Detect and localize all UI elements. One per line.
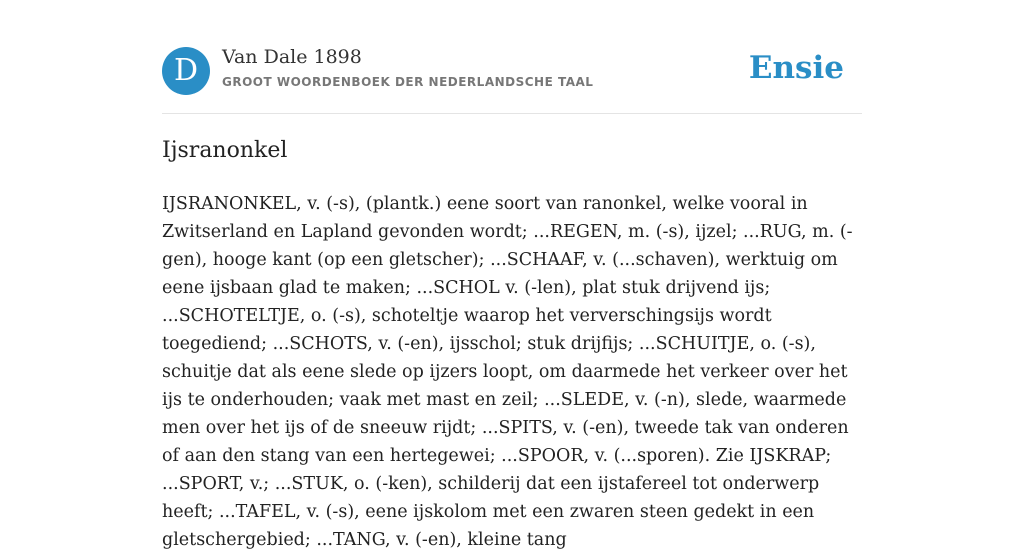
source-title[interactable]: Van Dale 1898 <box>222 46 362 68</box>
entry-body: IJSRANONKEL, v. (-s), (plantk.) eene soort van ranonkel, welke vooral in Zwitserland en Lapland gevonden wordt; ...REGEN, m. (-s), ijzel; ...RUG, m. (-gen), hooge kant (op een gletscher); ...SCHAAF, v. (...schaven), werktuig om eene ijsbaan glad te maken; ...SCHOL v. (-len), plat stuk drijvend ijs; ...SCHOTELTJE, o. (-s), schoteltje waarop het ververschingsijs wordt toegediend; ...SCHOTS, v. (-en), ijsschol; stuk drijfijs; ...SCHUITJE, o. (-s), schuitje dat als eene slede op ijzers loopt, om daarmede het verkeer over het ijs te onderhouden; vaak met mast en zeil; ...SLEDE, v. (-n), slede, waarmede men over het ijs of de sneeuw rijdt; ...SPITS, v. (-en), tweede tak van onderen of aan den stang van een hertegewei; ...SPOOR, v. (...sporen). Zie IJSKRAP; ...SPORT, v.; ...STUK, o. (-ken), schilderij dat een ijstafereel tot onderwerp heeft; ...TAFEL, v. (-s), eene ijskolom met een zwaren steen gedekt in een gletschergebied; ...TANG, v. (-en), kleine tang <box>162 194 853 550</box>
header <box>162 46 862 96</box>
header-divider <box>162 113 862 114</box>
brand-logo[interactable]: Ensie <box>748 50 844 86</box>
entry-title: Ijsranonkel <box>162 138 288 163</box>
source-subtitle: GROOT WOORDENBOEK DER NEDERLANDSCHE TAAL <box>222 75 594 89</box>
source-avatar[interactable]: D <box>162 47 210 95</box>
